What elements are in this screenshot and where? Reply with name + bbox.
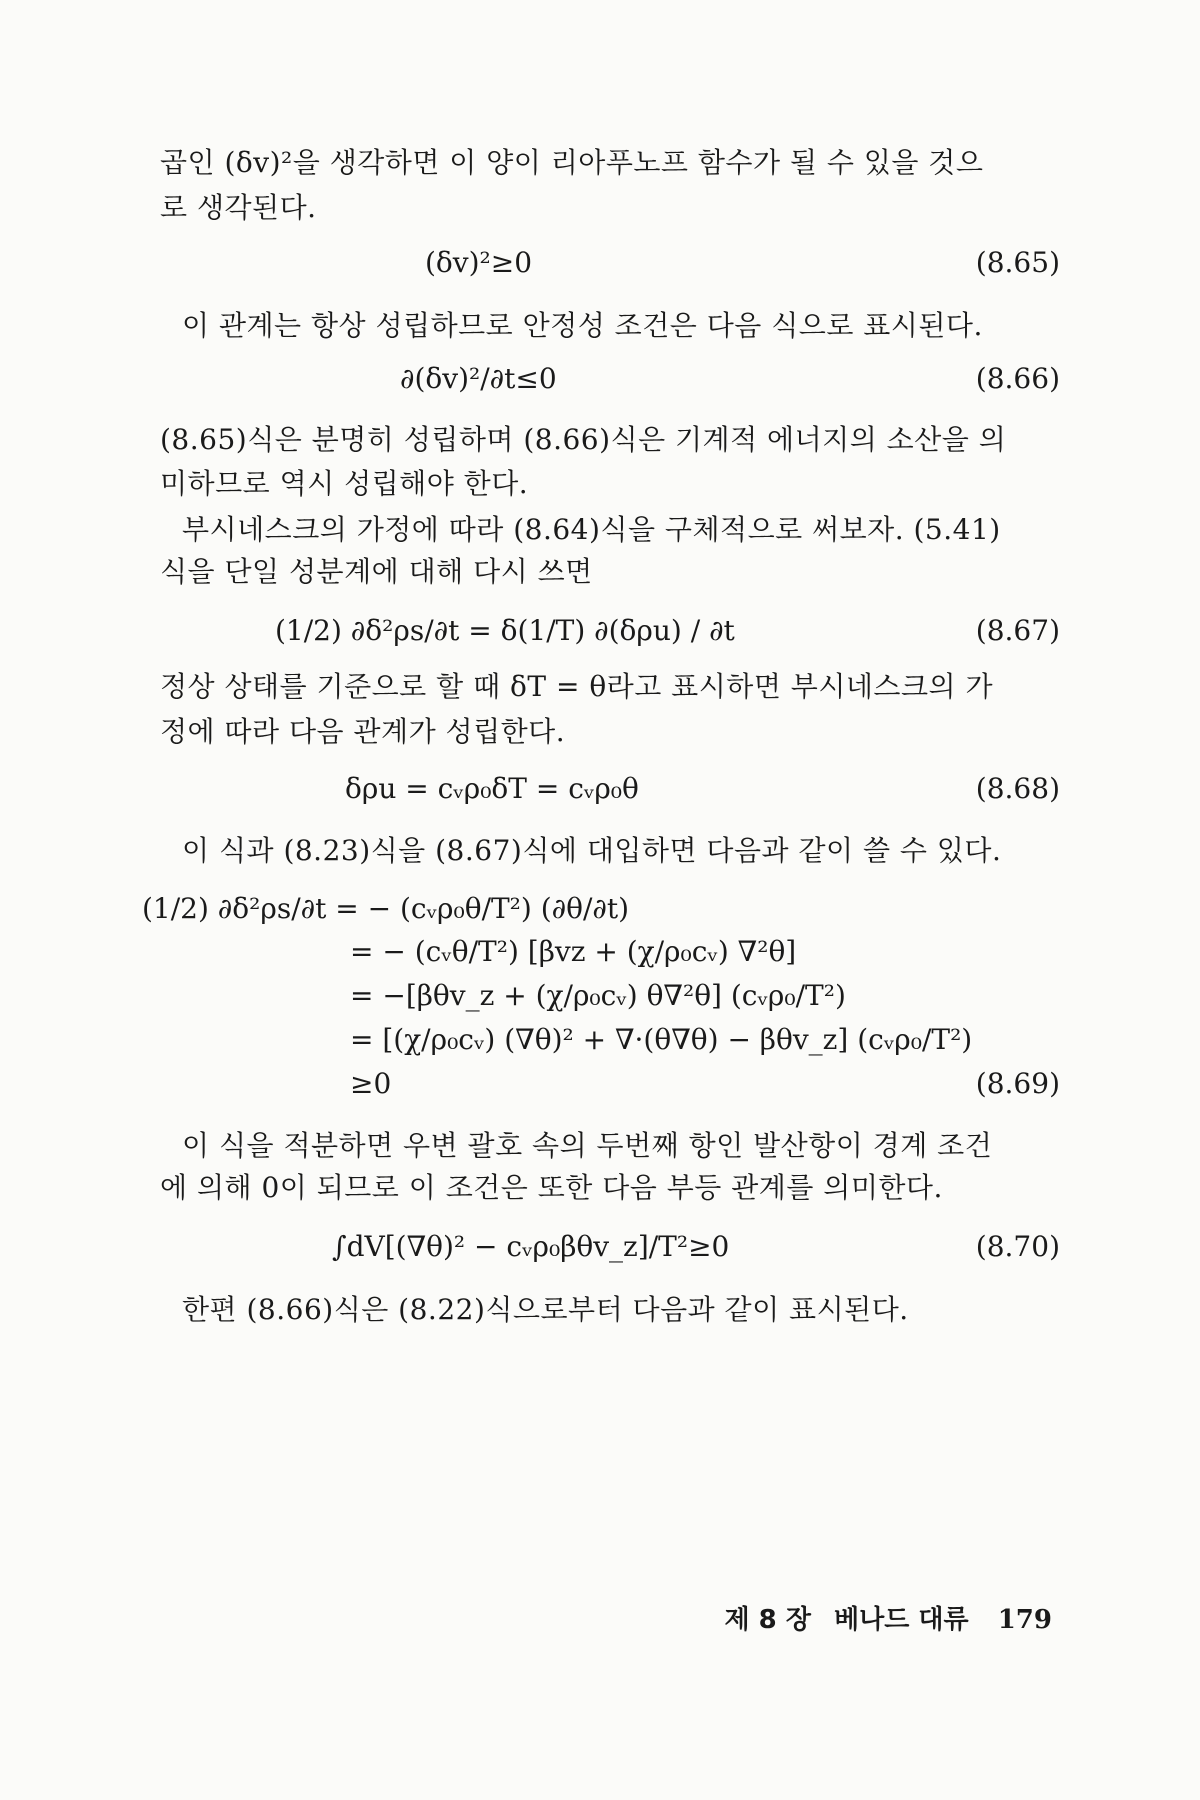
chapter-title: 베나드 대류 [834,1605,969,1635]
derivation-line: = − (cᵥθ/T²) [βvz + (χ/ρ₀cᵥ) ∇²θ] [350,935,797,968]
paragraph-line: 에 의해 0이 되므로 이 조건은 또한 다음 부등 관계를 의미한다. [160,1171,943,1204]
equation-number: (8.68) [975,772,1060,805]
paragraph-line: 정에 따라 다음 관계가 성립한다. [160,715,566,748]
equation-body: δρu = cᵥρ₀δT = cᵥρ₀θ [345,772,639,805]
equation-number: (8.67) [975,614,1060,647]
equation-body: ∂(δv)²/∂t≤0 [400,362,557,395]
paragraph-line: 정상 상태를 기준으로 할 때 δT = θ라고 표시하면 부시네스크의 가 [160,670,994,703]
equation-8-65 [160,243,1060,283]
page-footer [711,1602,1052,1638]
equation-8-68 [160,769,1060,809]
equation-8-67 [160,611,1060,651]
page-number: 179 [997,1605,1052,1635]
paragraph-line: 이 식을 적분하면 우변 괄호 속의 두번째 항인 발산항이 경계 조건 [182,1129,993,1162]
equation-number: (8.70) [975,1230,1060,1263]
paragraph-line: (8.65)식은 분명히 성립하며 (8.66)식은 기계적 에너지의 소산을 의 [160,423,1007,456]
derivation-line: = [(χ/ρ₀cᵥ) (∇θ)² + ∇·(θ∇θ) − βθv_z] (cᵥρ₀/T²) [350,1023,973,1056]
paragraph-line: 한편 (8.66)식은 (8.22)식으로부터 다음과 같이 표시된다. [182,1293,909,1326]
paragraph-line: 부시네스크의 가정에 따라 (8.64)식을 구체적으로 써보자. (5.41) [182,513,1001,546]
equation-8-70 [160,1227,1060,1267]
paragraph-line: 식을 단일 성분계에 대해 다시 쓰면 [160,555,593,588]
chapter-label: 제 8 장 [724,1605,811,1635]
paragraph-line: 미하므로 역시 성립해야 한다. [160,467,529,500]
paragraph-line: 이 관계는 항상 성립하므로 안정성 조건은 다음 식으로 표시된다. [182,309,983,342]
paragraph-line: 곱인 (δv)²을 생각하면 이 양이 리아푸노프 함수가 될 수 있을 것으 [160,146,984,179]
equation-number: (8.69) [975,1067,1060,1100]
paragraph-line: 이 식과 (8.23)식을 (8.67)식에 대입하면 다음과 같이 쓸 수 있다. [182,834,1002,867]
equation-body: (δv)²≥0 [425,246,533,279]
derivation-line: = −[βθv_z + (χ/ρ₀cᵥ) θ∇²θ] (cᵥρ₀/T²) [350,979,846,1012]
paragraph-line: 로 생각된다. [160,191,317,224]
equation-number: (8.66) [975,362,1060,395]
equation-8-69 [160,1064,1060,1104]
equation-body: ≥0 [350,1067,392,1100]
equation-body: ∫dV[(∇θ)² − cᵥρ₀βθv_z]/T²≥0 [332,1230,730,1263]
equation-8-66 [160,359,1060,399]
equation-body: (1/2) ∂δ²ρs/∂t = δ(1/T) ∂(δρu) / ∂t [275,614,735,647]
equation-number: (8.65) [975,246,1060,279]
derivation-line: (1/2) ∂δ²ρs/∂t = − (cᵥρ₀θ/T²) (∂θ/∂t) [142,892,630,925]
